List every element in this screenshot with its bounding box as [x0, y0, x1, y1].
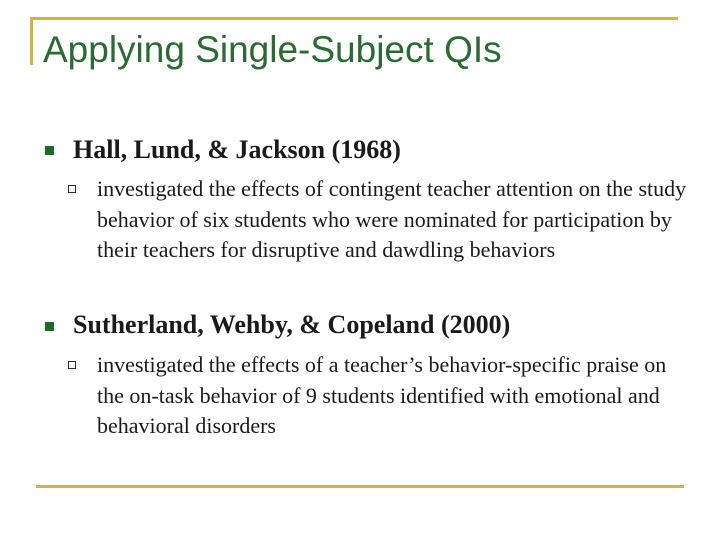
citation-heading: Sutherland, Wehby, & Copeland (2000)	[73, 310, 511, 339]
citation-heading: Hall, Lund, & Jackson (1968)	[73, 135, 401, 164]
frame-top-rule	[30, 17, 678, 20]
citation-detail: investigated the effects of contingent teacher attention on the study behavior of six students who were nominated for participation by their teachers for disruptive and dawdling behaviors	[97, 176, 687, 262]
filled-square-bullet-icon	[45, 322, 54, 331]
filled-square-bullet-icon	[45, 146, 54, 155]
hollow-square-bullet-icon	[68, 185, 76, 193]
frame-bottom-rule	[36, 485, 684, 488]
frame-left-rule	[30, 17, 33, 65]
citation-detail: investigated the effects of a teacher’s behavior-specific praise on the on-task behavior of 9 students identified with emotional and behavioral disorders	[97, 352, 667, 438]
slide-title: Applying Single-Subject QIs	[43, 29, 502, 70]
hollow-square-bullet-icon	[68, 361, 76, 369]
